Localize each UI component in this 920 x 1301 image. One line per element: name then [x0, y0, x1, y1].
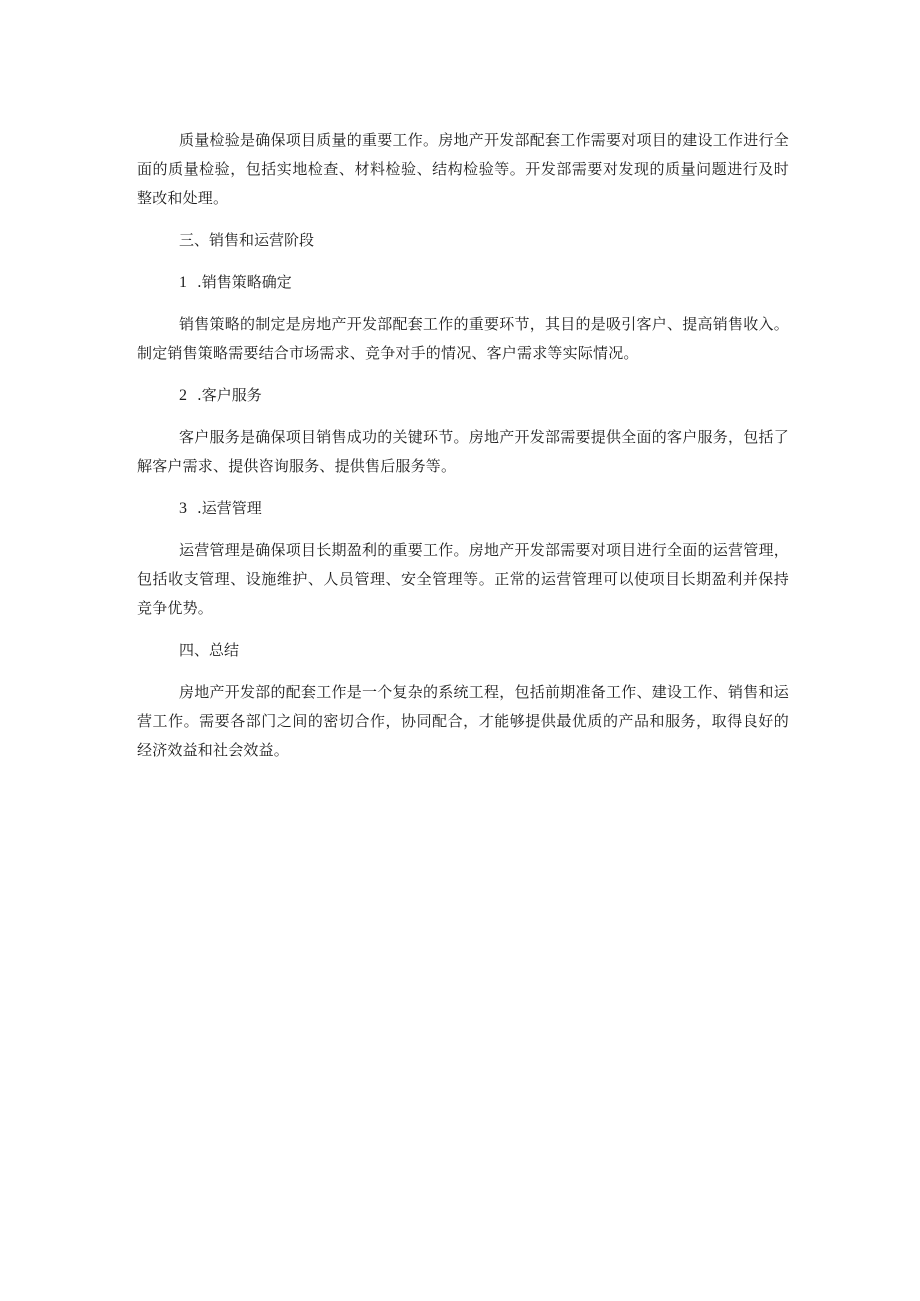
subheading-operations-management [137, 494, 789, 523]
section-heading-sales-operations: 三、销售和运营阶段 [179, 231, 315, 249]
subheading-number: 1 [179, 274, 187, 291]
section-heading-summary: 四、总结 [179, 641, 240, 659]
subheading-number: 2 [179, 387, 187, 404]
paragraph-quality-inspection: 质量检验是确保项目质量的重要工作。房地产开发部配套工作需要对项目的建设工作进行全面的质量检验，包括实地检查、材料检验、结构检验等。开发部需要对发现的质量问题进行及时整改和处理。 [137, 131, 789, 207]
subheading-label: .运营管理 [197, 499, 262, 517]
paragraph-operations-management: 运营管理是确保项目长期盈利的重要工作。房地产开发部需要对项目进行全面的运营管理，包括收支管理、设施维护、人员管理、安全管理等。正常的运营管理可以使项目长期盈利并保持竞争优势。 [137, 541, 789, 617]
subheading-label: .客户服务 [197, 386, 262, 404]
subheading-label: .销售策略确定 [197, 273, 292, 291]
subheading-sales-strategy [137, 268, 789, 297]
subheading-customer-service [137, 381, 789, 410]
paragraph-summary: 房地产开发部的配套工作是一个复杂的系统工程，包括前期准备工作、建设工作、销售和运营工作。需要各部门之间的密切合作，协同配合，才能够提供最优质的产品和服务，取得良好的经济效益和社会效益。 [137, 683, 789, 759]
paragraph-customer-service: 客户服务是确保项目销售成功的关键环节。房地产开发部需要提供全面的客户服务，包括了解客户需求、提供咨询服务、提供售后服务等。 [137, 428, 789, 475]
document-page [137, 126, 789, 778]
subheading-number: 3 [179, 500, 187, 517]
paragraph-sales-strategy: 销售策略的制定是房地产开发部配套工作的重要环节，其目的是吸引客户、提高销售收入。制定销售策略需要结合市场需求、竞争对手的情况、客户需求等实际情况。 [137, 315, 789, 362]
